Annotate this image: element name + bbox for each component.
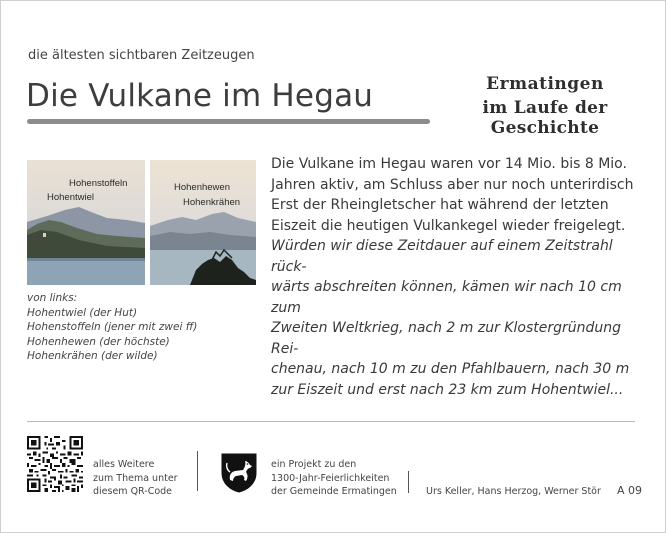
- page-code: A 09: [617, 484, 643, 497]
- photo-caption: [27, 291, 197, 364]
- page-subtitle: die ältesten sichtbaren Zeitzeugen: [28, 48, 255, 63]
- photo-label-hohenkraehen: Hohenkrähen: [183, 197, 241, 208]
- caption-line: Hohenhewen (der höchste): [27, 335, 170, 348]
- body-italic-line: chenau, nach 10 m zu den Pfahlbauern, nach 30 m: [271, 361, 630, 377]
- qr-text-line: diesem QR-Code: [93, 486, 173, 498]
- footer-divider: [27, 421, 635, 422]
- page-title: Die Vulkane im Hegau: [26, 78, 374, 114]
- body-italic-line: Würden wir diese Zeitdauer auf einem Zeitstrahl rück-: [271, 238, 613, 275]
- brand-line-2: im Laufe der Geschichte: [482, 98, 608, 138]
- body-line: Erst der Rheingletscher hat während der letzten: [271, 197, 609, 213]
- authors: Urs Keller, Hans Herzog, Werner Stör: [426, 486, 601, 497]
- project-text-line: 1300-Jahr-Feierlichkeiten: [271, 472, 390, 484]
- body-line: Jahren aktiv, am Schluss aber nur noch unterirdisch: [271, 176, 634, 193]
- project-description: [271, 458, 397, 499]
- qr-code[interactable]: [27, 436, 83, 492]
- photo-hohenhewen-hohenkraehen: [150, 160, 256, 285]
- body-line: Die Vulkane im Hegau waren vor 14 Mio. bis 8 Mio.: [271, 156, 627, 172]
- photo-label-hohenhewen: Hohenhewen: [174, 182, 230, 193]
- body-italic-line: Zweiten Weltkrieg, nach 2 m zur Klostergründung Rei-: [271, 320, 621, 357]
- footer-separator: [408, 471, 409, 493]
- project-text-line: ein Projekt zu den: [271, 459, 357, 470]
- qr-text-line: alles Weitere: [93, 459, 155, 470]
- title-underline: [27, 119, 430, 124]
- caption-line: von links:: [27, 292, 78, 304]
- body-text: [271, 154, 641, 400]
- photo-hohentwiel-hohenstoffeln: [27, 160, 145, 285]
- body-italic-line: zur Eiszeit und erst nach 23 km zum Hohentwiel...: [271, 381, 624, 398]
- brand-line-1: Ermatingen: [486, 74, 604, 94]
- qr-text-line: zum Thema unter: [93, 472, 178, 484]
- photo-label-hohenstoffeln: Hohenstoffeln: [69, 178, 128, 189]
- coat-of-arms-icon: [221, 453, 257, 493]
- photo-label-hohentwiel: Hohentwiel: [47, 192, 94, 203]
- body-line: Eiszeit die heutigen Vulkankegel wieder freigelegt.: [271, 217, 626, 234]
- caption-line: Hohenkrähen (der wilde): [27, 350, 158, 363]
- caption-line: Hohenstoffeln (jener mit zwei ff): [27, 321, 198, 334]
- project-text-line: der Gemeinde Ermatingen: [271, 486, 397, 498]
- body-italic-line: wärts abschreiten können, kämen wir nach 10 cm zum: [271, 279, 622, 316]
- brand-logo: [450, 74, 640, 138]
- footer-separator: [197, 451, 198, 491]
- qr-description: [93, 458, 178, 499]
- caption-line: Hohentwiel (der Hut): [27, 306, 138, 319]
